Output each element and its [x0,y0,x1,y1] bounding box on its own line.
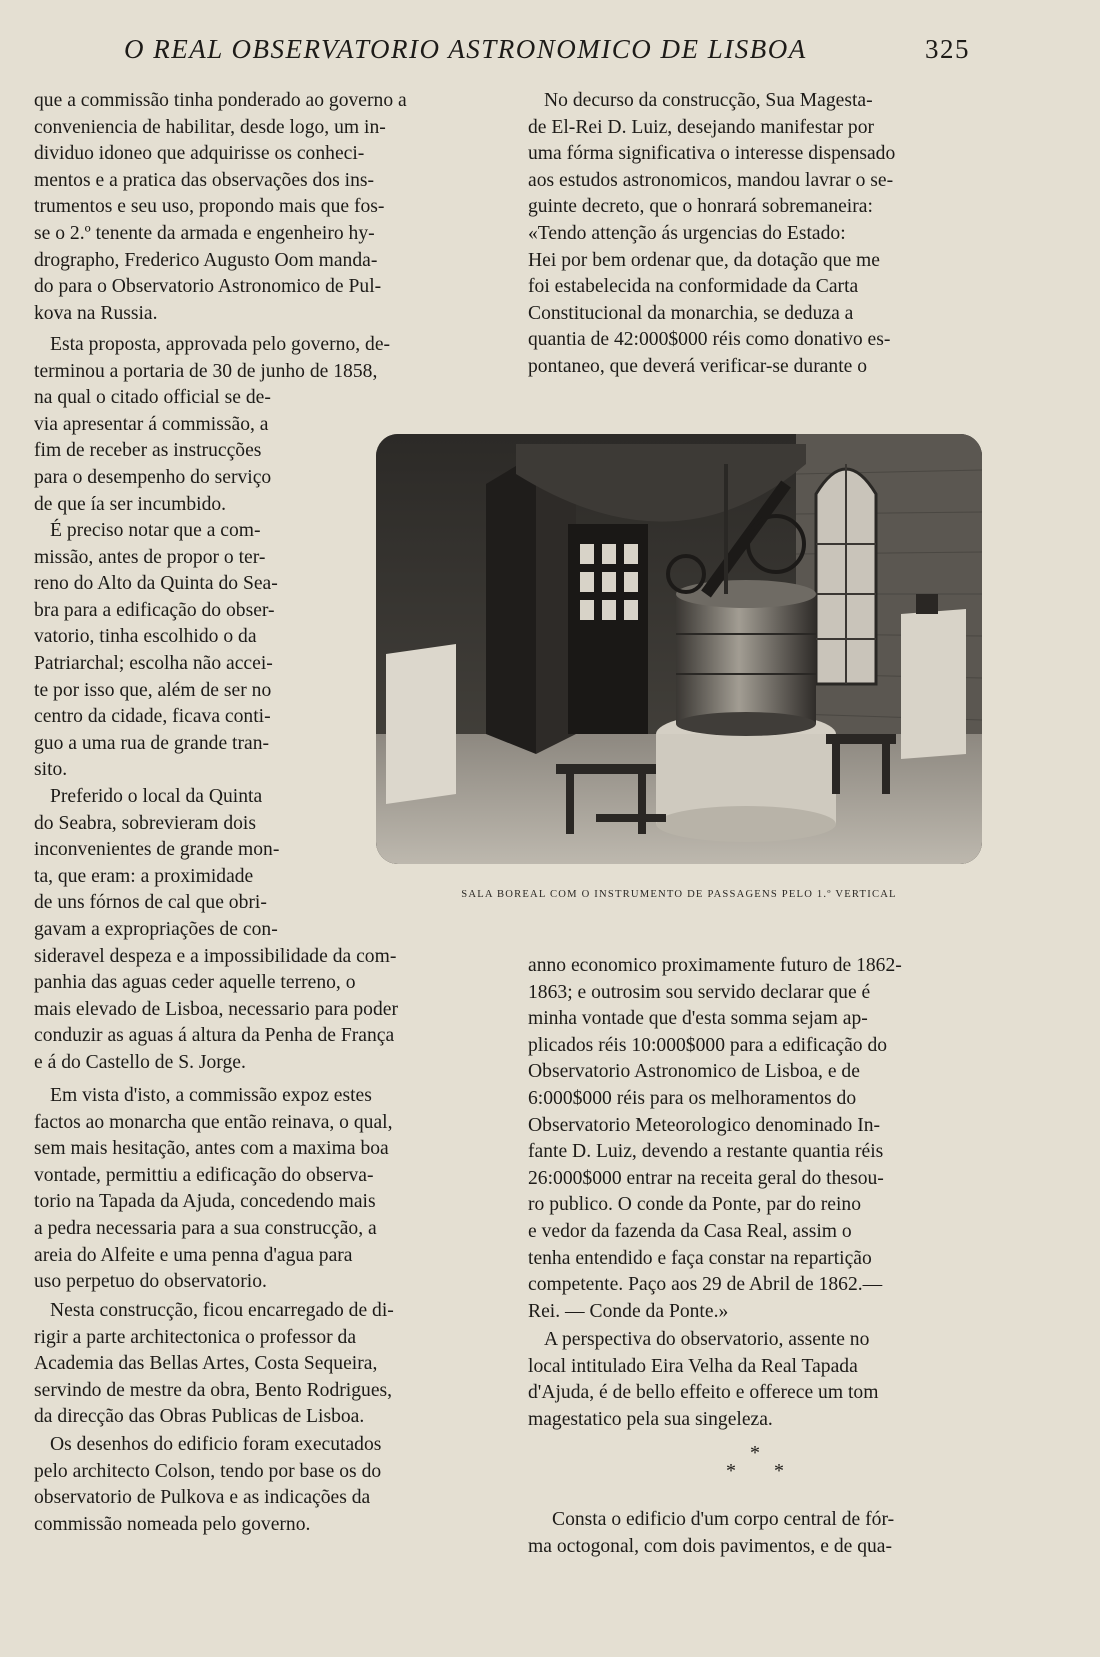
right-paragraph-2: anno economico proximamente futuro de 1862- 1863; e outrosim sou servido declarar que é minha vontade que d'esta somma sejam ap- plicados réis 10:000$000 para a edificação do Observatorio Astronomico de Lisboa, e de 6:000$000 réis para os melhoramentos do Observatorio Meteorologico denominado In- fante D. Luiz, devendo a restante quantia réis 26:000$000 entrar na receita geral do thesou- ro publico. O conde da Ponte, par do reino e vedor da fazenda da Casa Real, assim o tenha entendido e faça constar na repartição competente. Paço aos 29 de Abril de 1862.— Rei. — Conde da Ponte.» [528,955,902,1322]
left-paragraph-7: Os desenhos do edificio foram executados pelo architecto Colson, tendo por base os do observatorio de Pulkova e as indicações da commissão nomeada pelo governo. [34,1434,382,1535]
left-paragraph-3: É preciso notar que a com- missão, antes de propor o ter- reno do Alto da Quinta do Sea- bra para a edificação do obser- vatorio, tinha escolhido o da Patriarchal; escolha não accei- te por isso que, além de ser no centro da cidade, ficava conti- guo a uma rua de grande tran- sito. [34,520,278,781]
figure-caption: SALA BOREAL COM O INSTRUMENTO DE PASSAGENS PELO 1.º VERTICAL [461,889,897,900]
left-paragraph-1: que a commissão tinha ponderado ao governo a conveniencia de habilitar, desde logo, um in- dividuo idoneo que adquirisse os conheci- mentos e a pratica das observações dos ins- trumentos e seu uso, propondo mais que fos- se o 2.º tenente da armada e engenheiro hy- drographo, Frederico Augusto Oom manda- do para o Observatorio Astronomico de Pul- kova na Russia. [34,90,407,324]
left-paragraph-6: Nesta construcção, ficou encarregado de di- rigir a parte architectonica o professor da Academia das Bellas Artes, Costa Sequeira, servindo de mestre da obra, Bento Rodrigues, da direcção das Obras Publicas de Lisboa. [34,1300,394,1428]
separator-star-top: * [750,1442,760,1464]
section-separator [714,1442,794,1486]
page-number: 325 [925,34,970,64]
separator-star-left: * [726,1460,736,1482]
right-paragraph-1: No decurso da construcção, Sua Magesta- de El-Rei D. Luiz, desejando manifestar por uma fórma significativa o interesse dispensado aos estudos astronomicos, mandou lavrar o se- guinte decreto, que o honrará sobremaneira: «Tendo attenção ás urgencias do Estado: Hei por bem ordenar que, da dotação que me foi estabelecida na conformidade da Carta Constitucional da monarchia, se deduza a quantia de 42:000$000 réis como donativo es- pontaneo, que deverá verificar-se durante o [528,90,896,377]
separator-star-right: * [774,1460,784,1482]
left-paragraph-5: Em vista d'isto, a commissão expoz estes factos ao monarcha que então reinava, o qual, sem mais hesitação, antes com a maxima boa vontade, permittiu a edificação do observa- torio na Tapada da Ajuda, concedendo mais a pedra necessaria para a sua construcção, a areia do Alfeite e uma penna d'agua para uso perpetuo do observatorio. [34,1085,393,1293]
left-paragraph-4: Preferido o local da Quinta do Seabra, sobrevieram dois inconvenientes de grande mon- ta, que eram: a proximidade de uns fórnos de cal que obri- gavam a expropriações de con- sideravel despeza e a impossibilidade da com- panhia das aguas ceder aquelle terreno, o mais elevado de Lisboa, necessario para poder conduzir as aguas á altura da Penha de França e á do Castello de S. Jorge. [34,786,398,1073]
sala-boreal-illustration [376,434,982,864]
observatory-room-photo [376,434,982,864]
running-title: O REAL OBSERVATORIO ASTRONOMICO DE LISBOA [124,34,807,64]
right-paragraph-4: Consta o edificio d'um corpo central de fór- ma octogonal, com dois pavimentos, e de qua- [528,1509,895,1557]
left-paragraph-2: Esta proposta, approvada pelo governo, de- terminou a portaria de 30 de junho de 1858, na qual o citado official se de- via apresentar á commissão, a fim de receber as instrucções para o desempenho do serviço de que ía ser incumbido. [34,334,391,515]
right-paragraph-3: A perspectiva do observatorio, assente no local intitulado Eira Velha da Real Tapada d'Ajuda, é de bello effeito e offerece um tom magestatico pela sua singeleza. [528,1329,879,1430]
running-header [110,34,970,68]
